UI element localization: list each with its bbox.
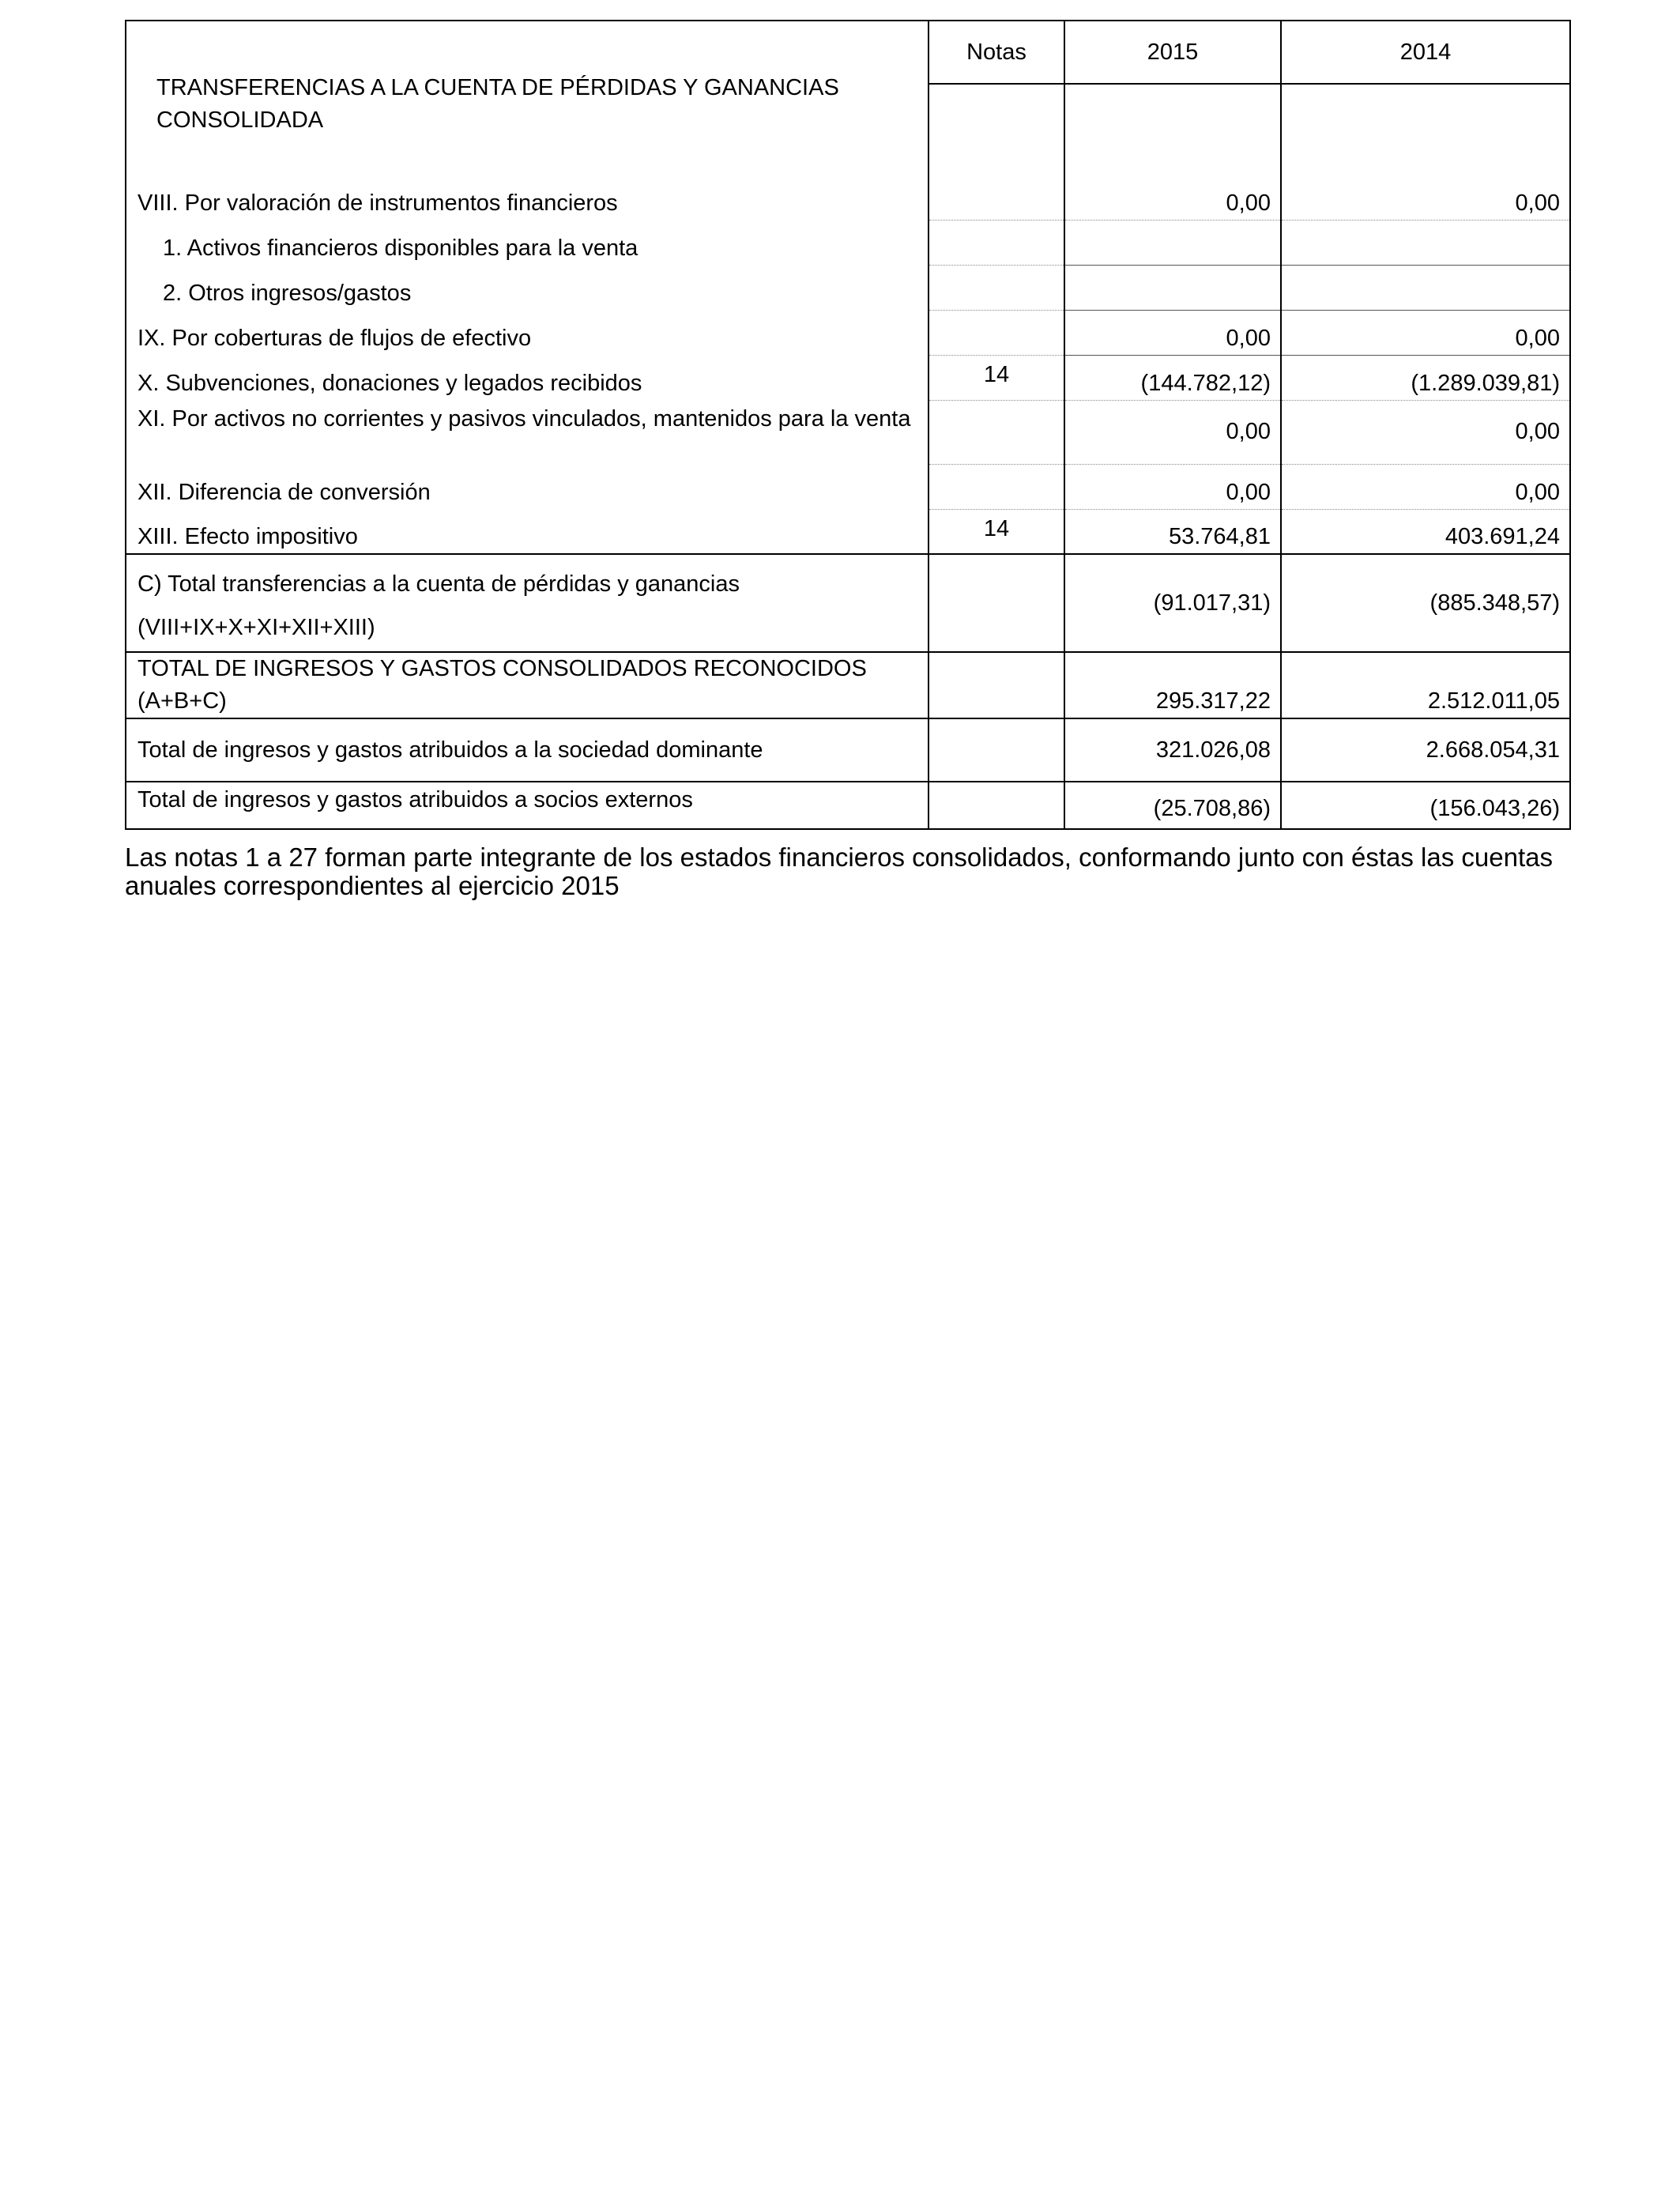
row-value-2015 [1064, 265, 1281, 310]
table-row [126, 464, 1570, 509]
attributed-external-row [126, 782, 1570, 829]
row-notes [929, 464, 1064, 509]
attributed-external-2014: (156.043,26) [1281, 782, 1570, 829]
row-value-2015: (144.782,12) [1064, 355, 1281, 400]
row-label: XIII. Efecto impositivo [126, 509, 929, 554]
table-row [126, 310, 1570, 355]
row-value-2015: 0,00 [1064, 175, 1281, 220]
row-notes [929, 400, 1064, 464]
transfers-table [125, 20, 1571, 830]
row-notes [929, 310, 1064, 355]
table-row [126, 175, 1570, 220]
total-transfers-label-line1: C) Total transferencias a la cuenta de pérdidas y ganancias [137, 571, 740, 597]
header-row [126, 21, 1570, 84]
row-label: XII. Diferencia de conversión [126, 464, 929, 509]
attributed-parent-row [126, 718, 1570, 782]
row-value-2015 [1064, 220, 1281, 265]
table-row [126, 265, 1570, 310]
col-header-2015: 2015 [1064, 21, 1281, 84]
row-notes [929, 220, 1064, 265]
attributed-external-label: Total de ingresos y gastos atribuidos a socios externos [126, 782, 929, 829]
attributed-parent-2014: 2.668.054,31 [1281, 718, 1570, 782]
row-notes [929, 265, 1064, 310]
row-label: VIII. Por valoración de instrumentos financieros [126, 175, 929, 220]
total-transfers-2014: (885.348,57) [1281, 554, 1570, 652]
total-recognized-label: TOTAL DE INGRESOS Y GASTOS CONSOLIDADOS RECONOCIDOS (A+B+C) [126, 652, 929, 718]
table-row [126, 509, 1570, 554]
attributed-parent-label: Total de ingresos y gastos atribuidos a la sociedad dominante [126, 718, 929, 782]
row-value-2014 [1281, 220, 1570, 265]
total-transfers-label [126, 554, 929, 652]
table-row [126, 400, 1570, 464]
row-value-2015: 0,00 [1064, 310, 1281, 355]
total-recognized-2015: 295.317,22 [1064, 652, 1281, 718]
total-recognized-2014: 2.512.011,05 [1281, 652, 1570, 718]
attributed-external-2015: (25.708,86) [1064, 782, 1281, 829]
total-transfers-2015: (91.017,31) [1064, 554, 1281, 652]
row-label: IX. Por coberturas de flujos de efectivo [126, 310, 929, 355]
row-label: X. Subvenciones, donaciones y legados recibidos [126, 355, 929, 400]
row-label: 2. Otros ingresos/gastos [126, 265, 929, 310]
row-value-2015: 0,00 [1064, 464, 1281, 509]
total-recognized-row [126, 652, 1570, 718]
row-label: XI. Por activos no corrientes y pasivos vinculados, mantenidos para la venta [126, 400, 929, 464]
row-value-2014: 0,00 [1281, 400, 1570, 464]
row-value-2014: (1.289.039,81) [1281, 355, 1570, 400]
footer-note: Las notas 1 a 27 forman parte integrante de los estados financieros consolidados, conformando junto con éstas las cuentas anuales correspondientes al ejercicio 2015 [125, 843, 1553, 900]
table-row [126, 355, 1570, 400]
attributed-parent-2015: 321.026,08 [1064, 718, 1281, 782]
table-row [126, 220, 1570, 265]
row-value-2014: 0,00 [1281, 175, 1570, 220]
row-notes: 14 [929, 509, 1064, 554]
table-title: TRANSFERENCIAS A LA CUENTA DE PÉRDIDAS Y GANANCIAS CONSOLIDADA [126, 21, 929, 175]
col-header-notes: Notas [929, 21, 1064, 84]
row-notes [929, 175, 1064, 220]
row-value-2014 [1281, 265, 1570, 310]
row-value-2014: 0,00 [1281, 464, 1570, 509]
row-notes: 14 [929, 355, 1064, 400]
row-value-2014: 0,00 [1281, 310, 1570, 355]
row-value-2015: 53.764,81 [1064, 509, 1281, 554]
row-label: 1. Activos financieros disponibles para la venta [126, 220, 929, 265]
total-transfers-row [126, 554, 1570, 652]
row-value-2014: 403.691,24 [1281, 509, 1570, 554]
total-transfers-label-line2: (VIII+IX+X+XI+XII+XIII) [137, 615, 375, 640]
col-header-2014: 2014 [1281, 21, 1570, 84]
row-value-2015: 0,00 [1064, 400, 1281, 464]
